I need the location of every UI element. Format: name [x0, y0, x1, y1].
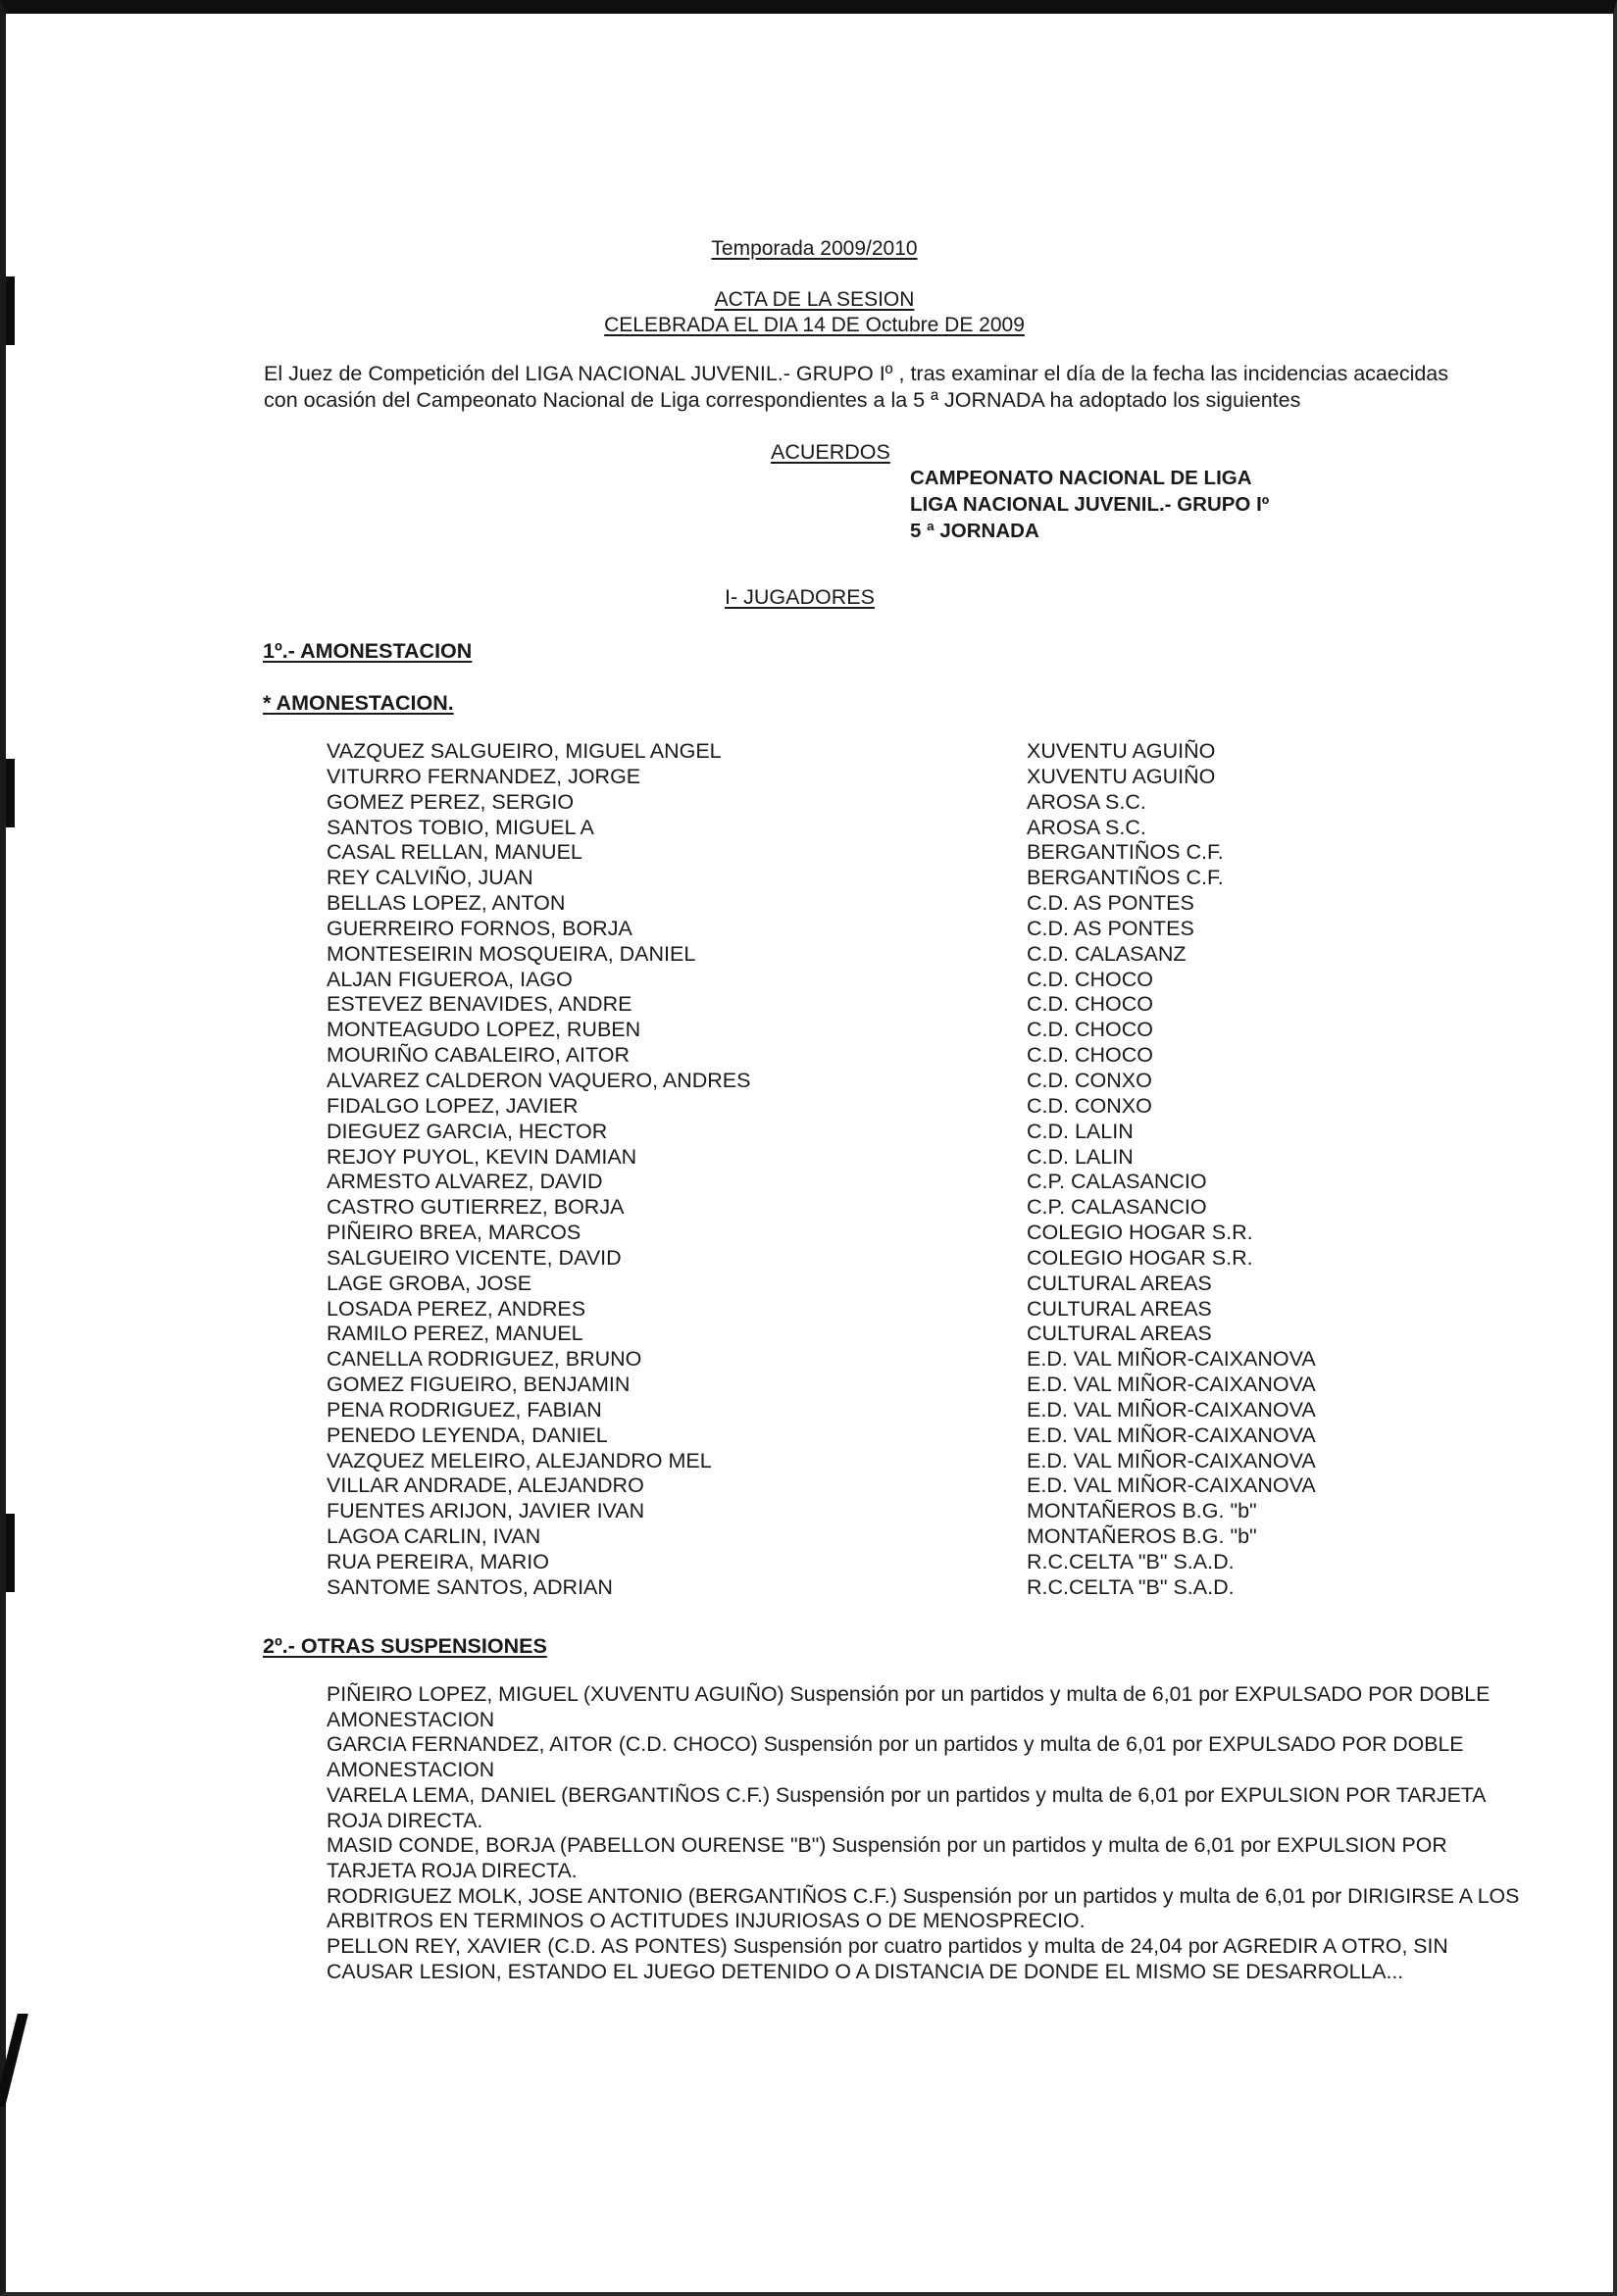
player-club: E.D. VAL MIÑOR-CAIXANOVA — [1027, 1347, 1316, 1372]
season-title: Temporada 2009/2010 — [711, 237, 918, 260]
player-club: C.P. CALASANCIO — [1027, 1170, 1207, 1194]
player-club: XUVENTU AGUIÑO — [1027, 764, 1216, 788]
player-row — [327, 1297, 1366, 1323]
player-row — [327, 1575, 1366, 1601]
player-name: VAZQUEZ MELEIRO, ALEJANDRO MEL — [327, 1448, 712, 1472]
suspensions-list — [327, 1682, 1533, 1984]
player-name: REJOY PUYOL, KEVIN DAMIAN — [327, 1144, 637, 1169]
player-name: LOSADA PEREZ, ANDRES — [327, 1296, 586, 1321]
player-row — [327, 790, 1366, 816]
player-row — [327, 1347, 1366, 1373]
player-row — [327, 1322, 1366, 1347]
player-club: COLEGIO HOGAR S.R. — [1027, 1221, 1253, 1245]
player-row — [327, 1473, 1366, 1499]
player-club: E.D. VAL MIÑOR-CAIXANOVA — [1027, 1397, 1316, 1422]
player-club: C.D. CHOCO — [1027, 967, 1153, 991]
player-club: CULTURAL AREAS — [1027, 1271, 1212, 1295]
player-name: ALJAN FIGUEROA, IAGO — [327, 967, 573, 991]
player-name: VAZQUEZ SALGUEIRO, MIGUEL ANGEL — [327, 739, 722, 763]
scan-artifact-mark — [6, 759, 15, 827]
player-club: C.D. AS PONTES — [1027, 891, 1194, 916]
competition-round: 5 ª JORNADA — [910, 520, 1039, 542]
player-name: VITURRO FERNANDEZ, JORGE — [327, 764, 641, 788]
player-name: MONTEAGUDO LOPEZ, RUBEN — [327, 1018, 641, 1042]
competition-group: LIGA NACIONAL JUVENIL.- GRUPO Iº — [910, 493, 1270, 516]
acta-title: ACTA DE LA SESION — [714, 288, 915, 311]
player-name: FIDALGO LOPEZ, JAVIER — [327, 1093, 579, 1118]
player-row — [327, 968, 1366, 993]
suspension-item: GARCIA FERNANDEZ, AITOR (C.D. CHOCO) Suspensión por un partidos y multa de 6,01 por EXPULSADO POR DOBLE AMONESTACION — [327, 1732, 1464, 1782]
player-club: E.D. VAL MIÑOR-CAIXANOVA — [1027, 1373, 1316, 1397]
player-row — [327, 765, 1366, 790]
player-club: BERGANTIÑOS C.F. — [1027, 866, 1224, 890]
suspension-item: PIÑEIRO LOPEZ, MIGUEL (XUVENTU AGUIÑO) Suspensión por un partidos y multa de 6,01 por EXPULSADO POR DOBLE AMONESTACION — [327, 1682, 1491, 1731]
player-club: C.D. LALIN — [1027, 1144, 1134, 1169]
player-name: GOMEZ PEREZ, SERGIO — [327, 789, 575, 814]
player-name: VILLAR ANDRADE, ALEJANDRO — [327, 1473, 644, 1498]
player-club: C.D. CONXO — [1027, 1093, 1152, 1118]
player-name: REY CALVIÑO, JUAN — [327, 866, 533, 890]
player-row — [327, 1272, 1366, 1297]
player-row — [327, 942, 1366, 968]
player-row — [327, 1423, 1366, 1449]
player-row — [327, 1195, 1366, 1221]
player-club: C.D. CONXO — [1027, 1068, 1152, 1092]
competition-name: CAMPEONATO NACIONAL DE LIGA — [910, 467, 1252, 489]
player-name: SANTOS TOBIO, MIGUEL A — [327, 815, 594, 839]
player-row — [327, 1043, 1366, 1069]
player-row — [327, 1094, 1366, 1120]
player-row — [327, 1398, 1366, 1423]
player-name: CASAL RELLAN, MANUEL — [327, 840, 582, 865]
player-name: LAGOA CARLIN, IVAN — [327, 1524, 541, 1549]
player-name: RAMILO PEREZ, MANUEL — [327, 1322, 583, 1346]
player-row — [327, 917, 1366, 942]
player-row — [327, 1120, 1366, 1145]
player-club: R.C.CELTA "B" S.A.D. — [1027, 1550, 1235, 1573]
player-name: CANELLA RODRIGUEZ, BRUNO — [327, 1347, 642, 1372]
player-name: BELLAS LOPEZ, ANTON — [327, 891, 566, 916]
player-club: C.D. CHOCO — [1027, 1018, 1153, 1042]
scan-artifact-mark — [0, 2014, 28, 2107]
player-row — [327, 816, 1366, 841]
player-club: R.C.CELTA "B" S.A.D. — [1027, 1574, 1235, 1599]
player-row — [327, 1018, 1366, 1043]
intro-paragraph: El Juez de Competición del LIGA NACIONAL JUVENIL.- GRUPO Iº , tras examinar el día de la fecha las incidencias acaecidas con ocasión del Campeonato Nacional de Liga correspondientes a la 5 ª JORNADA ha adoptado los siguientes — [264, 362, 1449, 412]
player-club: E.D. VAL MIÑOR-CAIXANOVA — [1027, 1473, 1316, 1498]
player-row — [327, 739, 1366, 765]
player-name: SANTOME SANTOS, ADRIAN — [327, 1574, 613, 1599]
player-club: MONTAÑEROS B.G. "b" — [1027, 1499, 1257, 1523]
player-name: CASTRO GUTIERREZ, BORJA — [327, 1195, 625, 1220]
player-name: GOMEZ FIGUEIRO, BENJAMIN — [327, 1373, 631, 1397]
player-club: XUVENTU AGUIÑO — [1027, 739, 1216, 763]
player-name: LAGE GROBA, JOSE — [327, 1271, 532, 1295]
player-club: C.D. LALIN — [1027, 1119, 1134, 1143]
player-name: PENA RODRIGUEZ, FABIAN — [327, 1397, 602, 1422]
player-name: DIEGUEZ GARCIA, HECTOR — [327, 1119, 608, 1143]
section-jugadores-title: I- JUGADORES — [725, 585, 875, 609]
otras-suspensiones-heading: 2º.- OTRAS SUSPENSIONES — [263, 1634, 547, 1658]
player-name: MOURIÑO CABALEIRO, AITOR — [327, 1043, 631, 1068]
amonestacion-heading: 1º.- AMONESTACION — [263, 639, 473, 663]
player-name: FUENTES ARIJON, JAVIER IVAN — [327, 1499, 645, 1523]
session-date: CELEBRADA EL DIA 14 DE Octubre DE 2009 — [604, 314, 1025, 336]
player-row — [327, 1221, 1366, 1246]
player-name: ESTEVEZ BENAVIDES, ANDRE — [327, 992, 632, 1017]
suspension-item: VARELA LEMA, DANIEL (BERGANTIÑOS C.F.) Suspensión por un partidos y multa de 6,01 por EXPULSION POR TARJETA ROJA DIRECTA. — [327, 1782, 1486, 1832]
player-name: GUERREIRO FORNOS, BORJA — [327, 916, 632, 940]
suspension-item: RODRIGUEZ MOLK, JOSE ANTONIO (BERGANTIÑOS C.F.) Suspensión por un partidos y multa de 6,01 por DIRIGIRSE A LOS ARBITROS EN TERMINOS O ACTITUDES INJURIOSAS O DE MENOSPRECIO. — [327, 1883, 1520, 1933]
player-row — [327, 1499, 1366, 1524]
player-name: PIÑEIRO BREA, MARCOS — [327, 1221, 581, 1245]
player-club: E.D. VAL MIÑOR-CAIXANOVA — [1027, 1423, 1316, 1447]
player-club: MONTAÑEROS B.G. "b" — [1027, 1524, 1257, 1549]
player-row — [327, 992, 1366, 1018]
player-name: ALVAREZ CALDERON VAQUERO, ANDRES — [327, 1068, 751, 1092]
suspension-item: PELLON REY, XAVIER (C.D. AS PONTES) Suspensión por cuatro partidos y multa de 24,04 por AGREDIR A OTRO, SIN CAUSAR LESION, ESTANDO EL JUEGO DETENIDO O A DISTANCIA DE DONDE EL MISMO SE DESARROLLA... — [327, 1934, 1448, 1983]
player-club: C.D. CALASANZ — [1027, 941, 1187, 966]
amonestacion-player-list — [327, 739, 1366, 1601]
player-row — [327, 840, 1366, 866]
player-row — [327, 866, 1366, 891]
scan-artifact-mark — [6, 1514, 15, 1592]
player-name: ARMESTO ALVAREZ, DAVID — [327, 1170, 603, 1194]
player-row — [327, 1524, 1366, 1550]
acuerdos-label: ACUERDOS — [771, 440, 890, 464]
player-club: COLEGIO HOGAR S.R. — [1027, 1245, 1253, 1270]
player-club: C.D. CHOCO — [1027, 1043, 1153, 1068]
player-row — [327, 1449, 1366, 1474]
player-row — [327, 1550, 1366, 1575]
player-club: AROSA S.C. — [1027, 815, 1146, 839]
player-club: BERGANTIÑOS C.F. — [1027, 840, 1224, 865]
amonestacion-subheading: * AMONESTACION. — [263, 691, 454, 715]
player-row — [327, 1373, 1366, 1398]
player-club: E.D. VAL MIÑOR-CAIXANOVA — [1027, 1448, 1316, 1472]
player-row — [327, 1145, 1366, 1171]
player-name: RUA PEREIRA, MARIO — [327, 1550, 549, 1573]
player-club: CULTURAL AREAS — [1027, 1322, 1212, 1346]
player-club: CULTURAL AREAS — [1027, 1296, 1212, 1321]
suspension-item: MASID CONDE, BORJA (PABELLON OURENSE "B") Suspensión por un partidos y multa de 6,01 por EXPULSION POR TARJETA ROJA DIRECTA. — [327, 1833, 1447, 1882]
player-club: C.D. CHOCO — [1027, 992, 1153, 1017]
player-name: MONTESEIRIN MOSQUEIRA, DANIEL — [327, 941, 696, 966]
player-club: C.D. AS PONTES — [1027, 916, 1194, 940]
player-name: PENEDO LEYENDA, DANIEL — [327, 1423, 608, 1447]
player-row — [327, 1170, 1366, 1195]
player-club: AROSA S.C. — [1027, 789, 1146, 814]
player-row — [327, 891, 1366, 917]
competition-block — [910, 465, 1269, 544]
player-name: SALGUEIRO VICENTE, DAVID — [327, 1245, 622, 1270]
player-club: C.P. CALASANCIO — [1027, 1195, 1207, 1220]
player-row — [327, 1246, 1366, 1272]
player-row — [327, 1069, 1366, 1094]
